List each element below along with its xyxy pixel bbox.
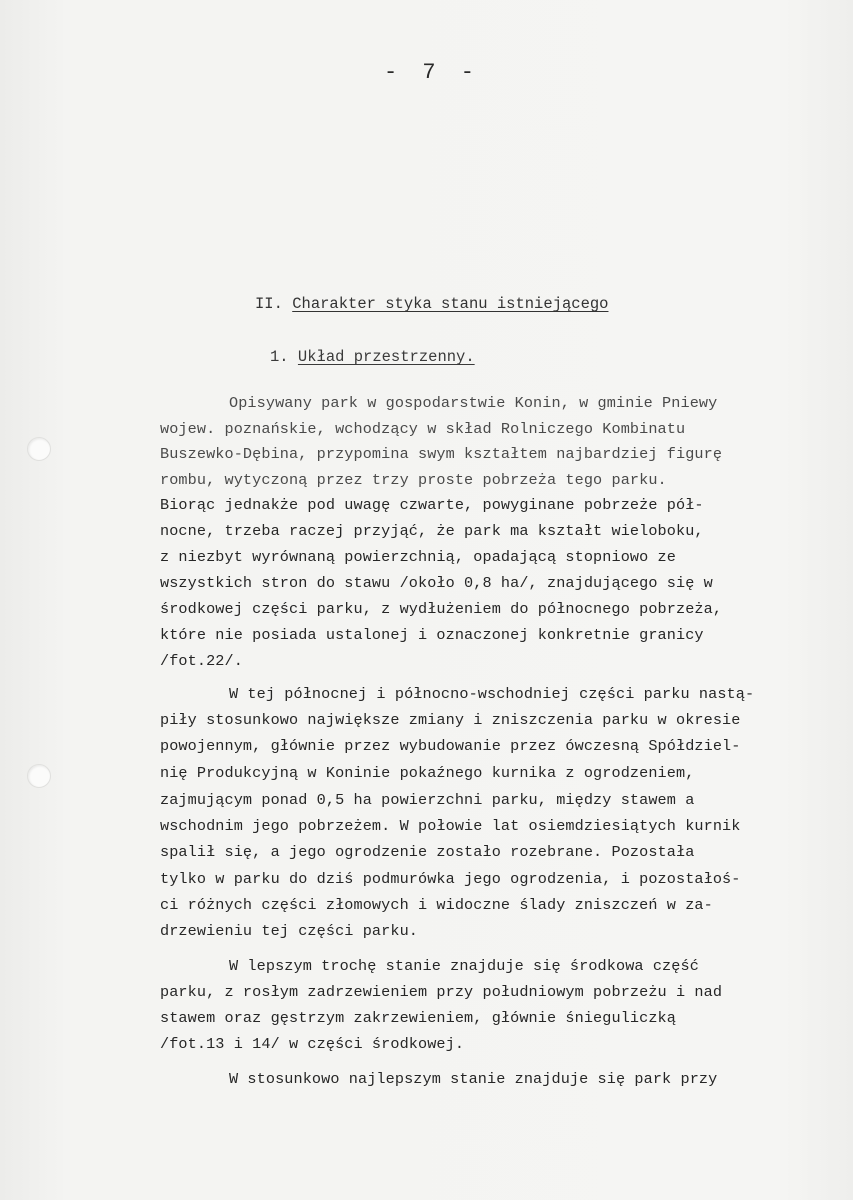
paragraph-1-line-6: nocne, trzeba raczej przyjąć, że park ma kształt wieloboku, [160, 522, 704, 540]
paragraph-4-line-1: W stosunkowo najlepszym stanie znajduje się park przy [229, 1070, 718, 1088]
paragraph-1-line-8: wszystkich stron do stawu /około 0,8 ha/, znajdującego się w [160, 574, 713, 592]
section-title: Charakter styka stanu istniejącego [292, 295, 609, 313]
section-number: II. [255, 295, 283, 313]
punch-hole-top [27, 437, 51, 461]
paragraph-1-line-9: środkowej części parku, z wydłużeniem do północnego pobrzeża, [160, 600, 723, 618]
paragraph-2-line-5: zajmującym ponad 0,5 ha powierzchni parku, między stawem a [160, 791, 695, 809]
paragraph-2-line-10: drzewieniu tej części parku. [160, 922, 418, 940]
paragraph-1-line-3: Buszewko-Dębina, przypomina swym kształtem najbardziej figurę [160, 445, 723, 463]
subsection-number: 1. [270, 348, 289, 366]
paragraph-2-line-7: spalił się, a jego ogrodzenie zostało rozebrane. Pozostała [160, 843, 695, 861]
paragraph-2-line-2: piły stosunkowo największe zmiany i zniszczenia parku w okresie [160, 711, 741, 729]
paragraph-2-line-4: nię Produkcyjną w Koninie pokaźnego kurnika z ogrodzeniem, [160, 764, 695, 782]
paragraph-2-line-9: ci różnych części złomowych i widoczne ślady zniszczeń w za- [160, 896, 713, 914]
paragraph-3-line-4: /fot.13 i 14/ w części środkowej. [160, 1035, 465, 1053]
paragraph-2-line-3: powojennym, głównie przez wybudowanie przez ówczesną Spółdziel- [160, 737, 741, 755]
page-number: - 7 - [384, 60, 481, 85]
section-heading [255, 295, 608, 313]
paragraph-1-line-2: wojew. poznańskie, wchodzący w skład Rolniczego Kombinatu [160, 420, 686, 438]
paragraph-1-line-1: Opisywany park w gospodarstwie Konin, w gminie Pniewy [229, 394, 718, 412]
paragraph-1-line-11: /fot.22/. [160, 652, 243, 670]
paragraph-3-line-3: stawem oraz gęstrzym zakrzewieniem, głównie śnieguliczką [160, 1009, 676, 1027]
paragraph-3-line-2: parku, z rosłym zadrzewieniem przy południowym pobrzeżu i nad [160, 983, 723, 1001]
paragraph-3-line-1: W lepszym trochę stanie znajduje się środkowa część [229, 957, 699, 975]
paragraph-2-line-8: tylko w parku do dziś podmurówka jego ogrodzenia, i pozostałoś- [160, 870, 741, 888]
subsection-title: Układ przestrzenny. [297, 348, 475, 366]
paragraph-2-line-6: wschodnim jego pobrzeżem. W połowie lat osiemdziesiątych kurnik [160, 817, 741, 835]
subsection-heading [270, 348, 475, 366]
paragraph-1-line-7: z niezbyt wyrównaną powierzchnią, opadającą stopniowo ze [160, 548, 676, 566]
paragraph-1-line-4: rombu, wytyczoną przez trzy proste pobrzeża tego parku. [160, 471, 667, 489]
paragraph-1-line-10: które nie posiada ustalonej i oznaczonej konkretnie granicy [160, 626, 704, 644]
paragraph-2-line-1: W tej północnej i północno-wschodniej części parku nastą- [229, 685, 755, 703]
punch-hole-bottom [27, 764, 51, 788]
paragraph-1-line-5: Biorąc jednakże pod uwagę czwarte, powyginane pobrzeże pół- [160, 496, 704, 514]
